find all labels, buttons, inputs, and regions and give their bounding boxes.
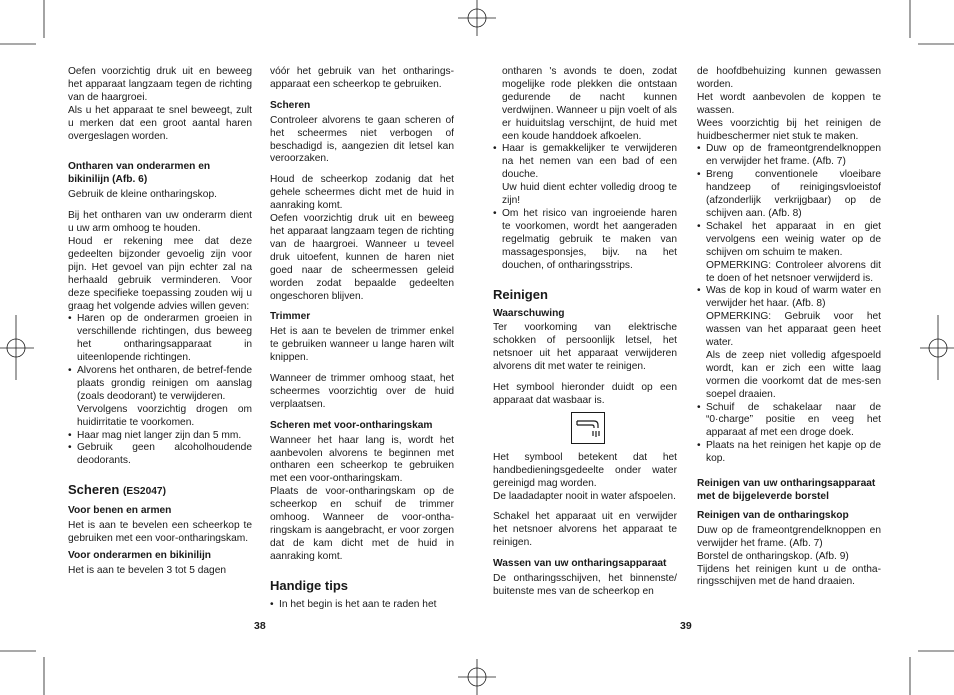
list-item: • Plaats na het reinigen het kapje op de kop. (697, 440, 881, 466)
tips-bullets (270, 599, 454, 612)
legs-text: Het is aan te bevelen een scheerkop te gebruiken met een voor-ontharingskam. (68, 520, 252, 545)
heading-wassen: Wassen van uw ontharingsapparaat (493, 558, 667, 570)
arms-text: Gebruik de kleine ontharingskop. (68, 189, 217, 201)
underarms-text: Het is aan te bevelen 3 tot 5 dagen (68, 564, 227, 576)
symbol-text: Het symbool hieronder duidt op een apparaat dat wasbaar is. (493, 382, 677, 406)
heading-waarschuwing: Waarschuwing (493, 307, 565, 319)
col4-top-text: de hoofdbehuizing kunnen gewassen worden. Het wordt aanbevolen de koppen te wassen. Wees voorzichtig bij het reinigen de huidbeschermer niet stuk te maken. (697, 66, 881, 142)
col4-bullets (697, 143, 881, 466)
trimmer-text: Het is aan te bevelen de trimmer enkel te gebruiken wanneer u lange haren wilt knippen. (270, 326, 454, 364)
list-item: • In het begin is het aan te raden het (270, 599, 454, 612)
heading-kop: Reinigen van de ontharingskop (697, 509, 849, 521)
heading-tips: Handige tips (270, 577, 349, 593)
washable-faucet-icon (571, 412, 605, 444)
list-item: • Schuif de schakelaar naar de “0·charge” positie en veeg het apparaat af met een droge doek. (697, 402, 881, 441)
list-item: • Schakel het apparaat in en giet vervolgens een weinig water op de schijven om schuim te maken. OPMERKING: Controleer alvorens dit te doen of het netsnoer verwijderd is. (697, 221, 881, 286)
column-3 (493, 66, 677, 607)
list-item: • Duw op de frameontgrendelknoppen en verwijder het frame. (Afb. 7) (697, 143, 881, 169)
heading-scheren-text: Scheren (68, 482, 120, 498)
arms-text-2: Bij het ontharen van uw onderarm dient u uw arm omhoog te houden. Houd er rekening mee dat deze gedeelten bijzonder gevoelig zijn voor pijn. Het gevoel van pijn echter zal na herhaald gebruik verminderen. Voor deze specifieke toepassing zouden wij u graag het volgende advies willen geven: (68, 210, 252, 312)
wassen-text: De ontharingsschijven, het binnenste/ buitenste mes van de scheerkop en (493, 573, 677, 597)
list-item: • Haar mag niet langer zijn dan 5 mm. (68, 430, 252, 443)
heading-reinigen: Reinigen (493, 286, 548, 302)
scheren-text: Controleer alvorens te gaan scheren of het scheermes niet verbogen of beschadigd is, aangezien dit letsel kan veroorzaken. (270, 114, 454, 165)
heading-borstel: Reinigen van uw ontharingsapparaat met de bijgeleverde borstel (697, 478, 876, 502)
page-number-right: 39 (680, 620, 692, 632)
column-2 (270, 66, 454, 620)
list-item: • Haren op de onderarmen groeien in verschillende richtingen, dus beweeg het ontharingsapparaat in uiteenlopende richtingen. (68, 313, 252, 365)
kop-text: Duw op de frameontgrendelknoppen en verwijder het frame. (Afb. 7) Borstel de ontharingskop. (Afb. 9) Tijdens het reinigen kunt u de ontha-ringsschijven met de hand draaien. (697, 524, 881, 588)
list-item: • Gebruik geen alcoholhoudende deodorants. (68, 442, 252, 468)
heading-kam: Scheren met voor-ontharingskam (270, 419, 433, 431)
column-1 (68, 66, 252, 586)
col3-bullets (493, 143, 677, 272)
trimmer-text-2: Wanneer de trimmer omhoog staat, het scheermes voorzichtig over de huid verplaatsen. (270, 373, 454, 410)
list-item: • Breng conventionele vloeibare handzeep of reinigingsvloeistof (afzonderlijk verkrijgbaar) op de schijven aan. (Afb. 8) (697, 169, 881, 221)
col3-top-text: ontharen 's avonds te doen, zodat mogelijke rode plekken die ontstaan gedurende de nacht kunnen verdwijnen. Wanneer u pijn voelt of als er huiduitslag verschijnt, de huid met een koude handdoek afkoelen. (502, 66, 677, 142)
kam-text: Wanneer het haar lang is, wordt het aanbevolen alvorens te beginnen met ontharen een scheerkop te gebruiken met een voor-ontharingskam. Plaats de voor-ontharingskam op de scheerkop en schuif de trimmer omhoog. Wanneer de voor-ontha-ringskam is aangebracht, er voor zorgen dat de kam dicht met de huid in aanraking komt. (270, 434, 454, 562)
symbol-text-2: Het symbool betekent dat het handbedieningsgedeelte onder water gereinigd mag worden. De laadadapter nooit in water afspoelen. (493, 451, 677, 502)
heading-underarms: Voor onderarmen en bikinilijn (68, 550, 212, 561)
list-item: • Om het risico van ingroeiende haren te voorkomen, wordt het aangeraden regelmatig gebruik te maken van massagesponsjes, bijv. na het douchen, of ontharingsstrips. (493, 208, 677, 273)
heading-scheren-2: Scheren (270, 99, 311, 111)
arms-bullets (68, 313, 252, 468)
model-number: (ES2047) (122, 486, 166, 498)
page-number-left: 38 (254, 620, 266, 632)
warning-text: Ter voorkoming van elektrische schokken of persoonlijk letsel, het netsnoer uit het apparaat verwijderen alvorens dit met water te reinigen. (493, 322, 677, 373)
heading-arms: Ontharen van onderarmen en bikinilijn (Afb. 6) (68, 161, 211, 186)
heading-scheren (68, 482, 252, 499)
list-item: • Haar is gemakkelijker te verwijderen na het nemen van een bad of een douche. Uw huid dient echter volledig droog te zijn! (493, 143, 677, 208)
list-item: • Alvorens het ontharen, de betref-fende plaats grondig reinigen om aanslag (zoals deodorant) te verwijderen. Vervolgens voorzichtig drogen om huidirritatie te voorkomen. (68, 365, 252, 430)
remove-text: Schakel het apparaat uit en verwijder het netsnoer alvorens het apparaat te reinigen. (493, 511, 677, 549)
heading-trimmer: Trimmer (270, 311, 311, 323)
heading-legs: Voor benen en armen (68, 505, 172, 517)
intro-text: Oefen voorzichtig druk uit en beweeg het apparaat langzaam tegen de richting van de haargroei. Als u het apparaat te snel beweegt, zult u merken dat een groot aantal haren overgeslagen worden. (68, 66, 252, 142)
list-item: • Was de kop in koud of warm water en verwijder het haar. (Afb. 8) OPMERKING: Gebruik voor het wassen van het apparaat geen heet water. Als de zeep niet volledig afgespoeld wordt, kan er zich een witte laag vormen die voorkomt dat de mes-sen soepel draaien. (697, 285, 881, 401)
scheren-text-2: Houd de scheerkop zodanig dat het gehele scheermes dicht met de huid in aanraking komt. Oefen voorzichtig druk uit en beweeg het apparaat langzaam tegen de richting van de haargroei. Wanneer u teveel druk uitoefent, kunnen de haren niet goed naar de scheermessen geleid worden zodat bepaalde gedeelten ongeschoren blijven. (270, 174, 454, 302)
col2-top-text: vóór het gebruik van het ontharings-apparaat een scheerkop te gebruiken. (270, 66, 454, 90)
column-4 (697, 66, 881, 597)
